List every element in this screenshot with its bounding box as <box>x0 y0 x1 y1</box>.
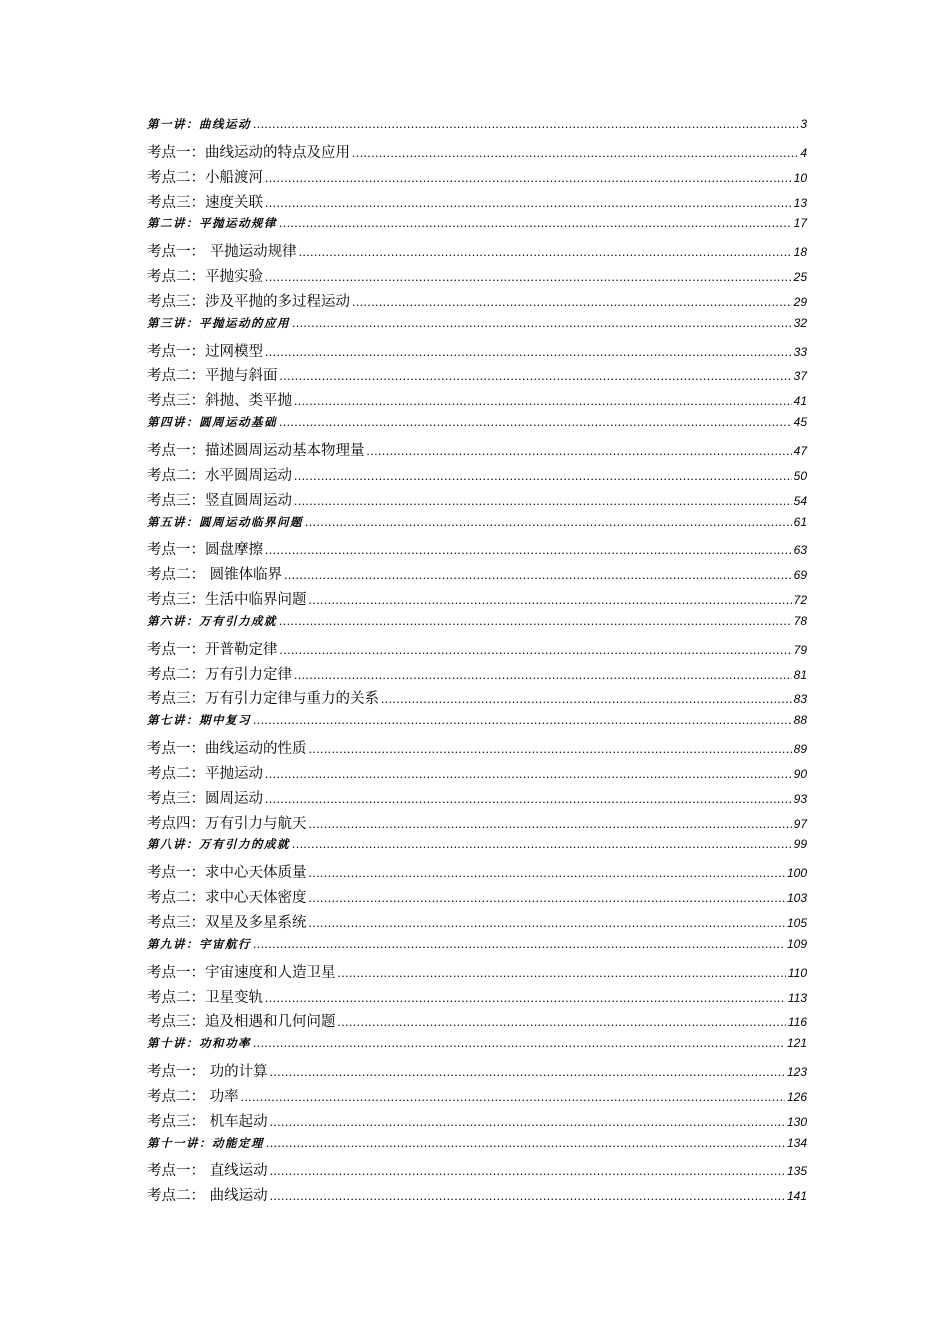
dot-leader <box>265 344 792 360</box>
page-number: 130 <box>786 1114 807 1129</box>
toc-item-row[interactable] <box>147 563 807 588</box>
toc-item-row[interactable] <box>147 1085 807 1110</box>
dot-leader <box>352 145 798 161</box>
item-title: 考点二：万有引力定律 <box>147 666 292 683</box>
page-number: 29 <box>793 294 807 309</box>
toc-chapter-row[interactable] <box>147 836 807 861</box>
toc-item-row[interactable] <box>147 861 807 886</box>
toc-chapter-row[interactable] <box>147 315 807 340</box>
page-number: 78 <box>793 613 807 628</box>
page-number: 93 <box>793 791 807 806</box>
toc-chapter-row[interactable] <box>147 1135 807 1160</box>
dot-leader <box>280 642 792 658</box>
toc-item-row[interactable] <box>147 762 807 787</box>
toc-item-row[interactable] <box>147 290 807 315</box>
toc-item-row[interactable] <box>147 166 807 191</box>
toc-item-row[interactable] <box>147 886 807 911</box>
item-title: 考点二：求中心天体密度 <box>147 890 307 907</box>
toc-item-row[interactable] <box>147 389 807 414</box>
chapter-title: 第七讲：期中复习 <box>147 713 251 728</box>
page-number: 103 <box>786 891 807 906</box>
item-title: 考点三：涉及平抛的多过程运动 <box>147 293 350 310</box>
item-title: 考点三：双星及多星系统 <box>147 915 307 931</box>
toc-item-row[interactable] <box>147 687 807 712</box>
item-title: 考点三：万有引力定律与重力的关系 <box>147 691 379 708</box>
chapter-title: 第六讲：万有引力成就 <box>147 613 277 628</box>
dot-leader <box>284 567 792 583</box>
chapter-title: 第五讲：圆周运动临界问题 <box>147 514 303 529</box>
page-number: 99 <box>793 837 807 852</box>
dot-leader <box>253 1035 785 1051</box>
page-number: 37 <box>793 369 807 384</box>
toc-item-row[interactable] <box>147 911 807 936</box>
item-title: 考点二：平抛运动 <box>147 765 263 782</box>
toc-item-row[interactable] <box>147 191 807 216</box>
dot-leader <box>294 493 792 509</box>
page-number: 123 <box>786 1065 807 1080</box>
chapter-title: 第八讲：万有引力的成就 <box>147 837 290 852</box>
toc-item-row[interactable] <box>147 340 807 365</box>
page-number: 33 <box>793 344 807 359</box>
toc-item-row[interactable] <box>147 663 807 688</box>
dot-leader <box>279 613 792 629</box>
dot-leader <box>309 816 792 832</box>
page-number: 90 <box>793 766 807 781</box>
page-number: 25 <box>793 270 807 285</box>
toc-chapter-row[interactable] <box>147 613 807 638</box>
toc-item-row[interactable] <box>147 240 807 265</box>
dot-leader <box>265 791 792 807</box>
item-title: 考点三：竖直圆周运动 <box>147 492 292 509</box>
toc-item-row[interactable] <box>147 737 807 762</box>
dot-leader <box>309 865 785 881</box>
page-number: 81 <box>793 667 807 682</box>
item-title: 考点二：平抛与斜面 <box>147 368 278 385</box>
dot-leader <box>294 667 792 683</box>
dot-leader <box>338 965 786 981</box>
page-number: 83 <box>793 692 807 707</box>
item-title: 考点一： 平抛运动规律 <box>147 244 297 261</box>
page-number: 45 <box>793 415 807 430</box>
page-number: 109 <box>786 936 807 951</box>
item-title: 考点一：描述圆周运动基本物理量 <box>147 442 365 459</box>
toc-chapter-row[interactable] <box>147 116 807 141</box>
toc-item-row[interactable] <box>147 1159 807 1184</box>
item-title: 考点一：过网模型 <box>147 343 263 360</box>
page-number: 88 <box>793 713 807 728</box>
page-number: 116 <box>787 1015 807 1030</box>
page-number: 135 <box>786 1164 807 1179</box>
toc-item-row[interactable] <box>147 464 807 489</box>
table-of-contents <box>147 116 807 1209</box>
dot-leader <box>265 766 792 782</box>
chapter-title: 第九讲：宇宙航行 <box>147 936 251 951</box>
page-number: 63 <box>793 543 807 558</box>
dot-leader <box>241 1089 785 1105</box>
toc-chapter-row[interactable] <box>147 414 807 439</box>
dot-leader <box>338 1014 786 1030</box>
page-number: 32 <box>793 315 807 330</box>
dot-leader <box>309 741 792 757</box>
page-number: 97 <box>793 816 807 831</box>
chapter-title: 第十一讲：动能定理 <box>147 1135 264 1150</box>
page-number: 50 <box>793 468 807 483</box>
item-title: 考点一：圆盘摩擦 <box>147 542 263 559</box>
item-title: 考点四：万有引力与航天 <box>147 815 307 832</box>
page-number: 69 <box>793 568 807 583</box>
page-number: 110 <box>787 965 807 980</box>
page-number: 79 <box>793 642 807 657</box>
item-title: 考点一：曲线运动的特点及应用 <box>147 144 350 161</box>
page-number: 54 <box>793 493 807 508</box>
dot-leader <box>265 542 792 558</box>
toc-item-row[interactable] <box>147 588 807 613</box>
toc-item-row[interactable] <box>147 986 807 1011</box>
page-number: 141 <box>786 1189 807 1204</box>
toc-item-row[interactable] <box>147 265 807 290</box>
dot-leader <box>292 315 792 331</box>
item-title: 考点三：速度关联 <box>147 194 263 211</box>
toc-item-row[interactable] <box>147 1060 807 1085</box>
item-title: 考点三：追及相遇和几何问题 <box>147 1014 336 1031</box>
dot-leader <box>294 393 792 409</box>
dot-leader <box>294 468 792 484</box>
item-title: 考点一： 功的计算 <box>147 1064 268 1081</box>
toc-item-row[interactable] <box>147 638 807 663</box>
page-number: 61 <box>793 514 807 529</box>
item-title: 考点一：求中心天体质量 <box>147 865 307 882</box>
dot-leader <box>280 368 792 384</box>
item-title: 考点三：圆周运动 <box>147 790 263 807</box>
dot-leader <box>253 116 798 132</box>
dot-leader <box>253 936 785 952</box>
item-title: 考点二：水平圆周运动 <box>147 467 292 484</box>
dot-leader <box>305 514 792 530</box>
item-title: 考点一： 直线运动 <box>147 1163 268 1180</box>
dot-leader <box>381 691 792 707</box>
dot-leader <box>270 1114 785 1130</box>
toc-item-row[interactable] <box>147 787 807 812</box>
toc-item-row[interactable] <box>147 538 807 563</box>
chapter-title: 第十讲：功和功率 <box>147 1036 251 1051</box>
page-number: 47 <box>793 443 807 458</box>
toc-chapter-row[interactable] <box>147 712 807 737</box>
page-number: 18 <box>793 245 807 260</box>
dot-leader <box>309 592 792 608</box>
page-number: 17 <box>793 216 807 231</box>
toc-item-row[interactable] <box>147 1184 807 1209</box>
dot-leader <box>265 269 792 285</box>
page-number: 89 <box>793 742 807 757</box>
page-number: 105 <box>786 916 807 930</box>
dot-leader <box>253 712 792 728</box>
dot-leader <box>266 1135 785 1151</box>
dot-leader <box>367 443 792 459</box>
toc-chapter-row[interactable] <box>147 215 807 240</box>
page-number: 121 <box>786 1036 807 1051</box>
page-number: 10 <box>793 170 807 185</box>
dot-leader <box>299 244 792 260</box>
item-title: 考点二：卫星变轨 <box>147 989 263 1006</box>
chapter-title: 第四讲：圆周运动基础 <box>147 415 277 430</box>
toc-item-row[interactable] <box>147 439 807 464</box>
item-title: 考点二：小船渡河 <box>147 169 263 186</box>
dot-leader <box>309 890 785 906</box>
toc-item-row[interactable] <box>147 141 807 166</box>
item-title: 考点三：生活中临界问题 <box>147 592 307 609</box>
dot-leader <box>292 836 792 852</box>
chapter-title: 第二讲：平抛运动规律 <box>147 216 277 231</box>
toc-item-row[interactable] <box>147 1010 807 1035</box>
page-number: 100 <box>786 866 807 881</box>
dot-leader <box>265 990 786 1006</box>
dot-leader <box>352 294 792 310</box>
item-title: 考点二： 圆锥体临界 <box>147 567 283 584</box>
page-number: 3 <box>800 117 807 131</box>
dot-leader <box>270 1163 785 1179</box>
dot-leader <box>279 215 792 231</box>
page-number: 4 <box>800 145 807 160</box>
chapter-title: 第三讲：平抛运动的应用 <box>147 315 290 330</box>
toc-chapter-row[interactable] <box>147 1035 807 1060</box>
item-title: 考点二： 曲线运动 <box>147 1188 268 1205</box>
dot-leader <box>279 414 792 430</box>
item-title: 考点三： 机车起动 <box>147 1113 268 1130</box>
item-title: 考点二： 功率 <box>147 1088 239 1105</box>
item-title: 考点一：开普勒定律 <box>147 641 278 658</box>
dot-leader <box>270 1064 785 1080</box>
item-title: 考点一：曲线运动的性质 <box>147 741 307 758</box>
toc-item-row[interactable] <box>147 961 807 986</box>
dot-leader <box>270 1188 785 1204</box>
toc-chapter-row[interactable] <box>147 936 807 961</box>
dot-leader <box>265 170 792 186</box>
toc-item-row[interactable] <box>147 489 807 514</box>
toc-item-row[interactable] <box>147 1110 807 1135</box>
page-number: 134 <box>786 1135 807 1150</box>
page-number: 72 <box>793 593 807 608</box>
page-number: 13 <box>793 195 807 210</box>
page-number: 113 <box>787 990 807 1005</box>
page-number: 126 <box>786 1089 807 1104</box>
toc-item-row[interactable] <box>147 364 807 389</box>
toc-chapter-row[interactable] <box>147 514 807 539</box>
dot-leader <box>265 195 792 211</box>
toc-item-row[interactable] <box>147 812 807 837</box>
item-title: 考点一：宇宙速度和人造卫星 <box>147 964 336 981</box>
chapter-title: 第一讲：曲线运动 <box>147 117 251 131</box>
dot-leader <box>309 915 785 931</box>
page-number: 41 <box>793 394 807 409</box>
item-title: 考点二：平抛实验 <box>147 269 263 286</box>
item-title: 考点三：斜抛、类平抛 <box>147 393 292 410</box>
